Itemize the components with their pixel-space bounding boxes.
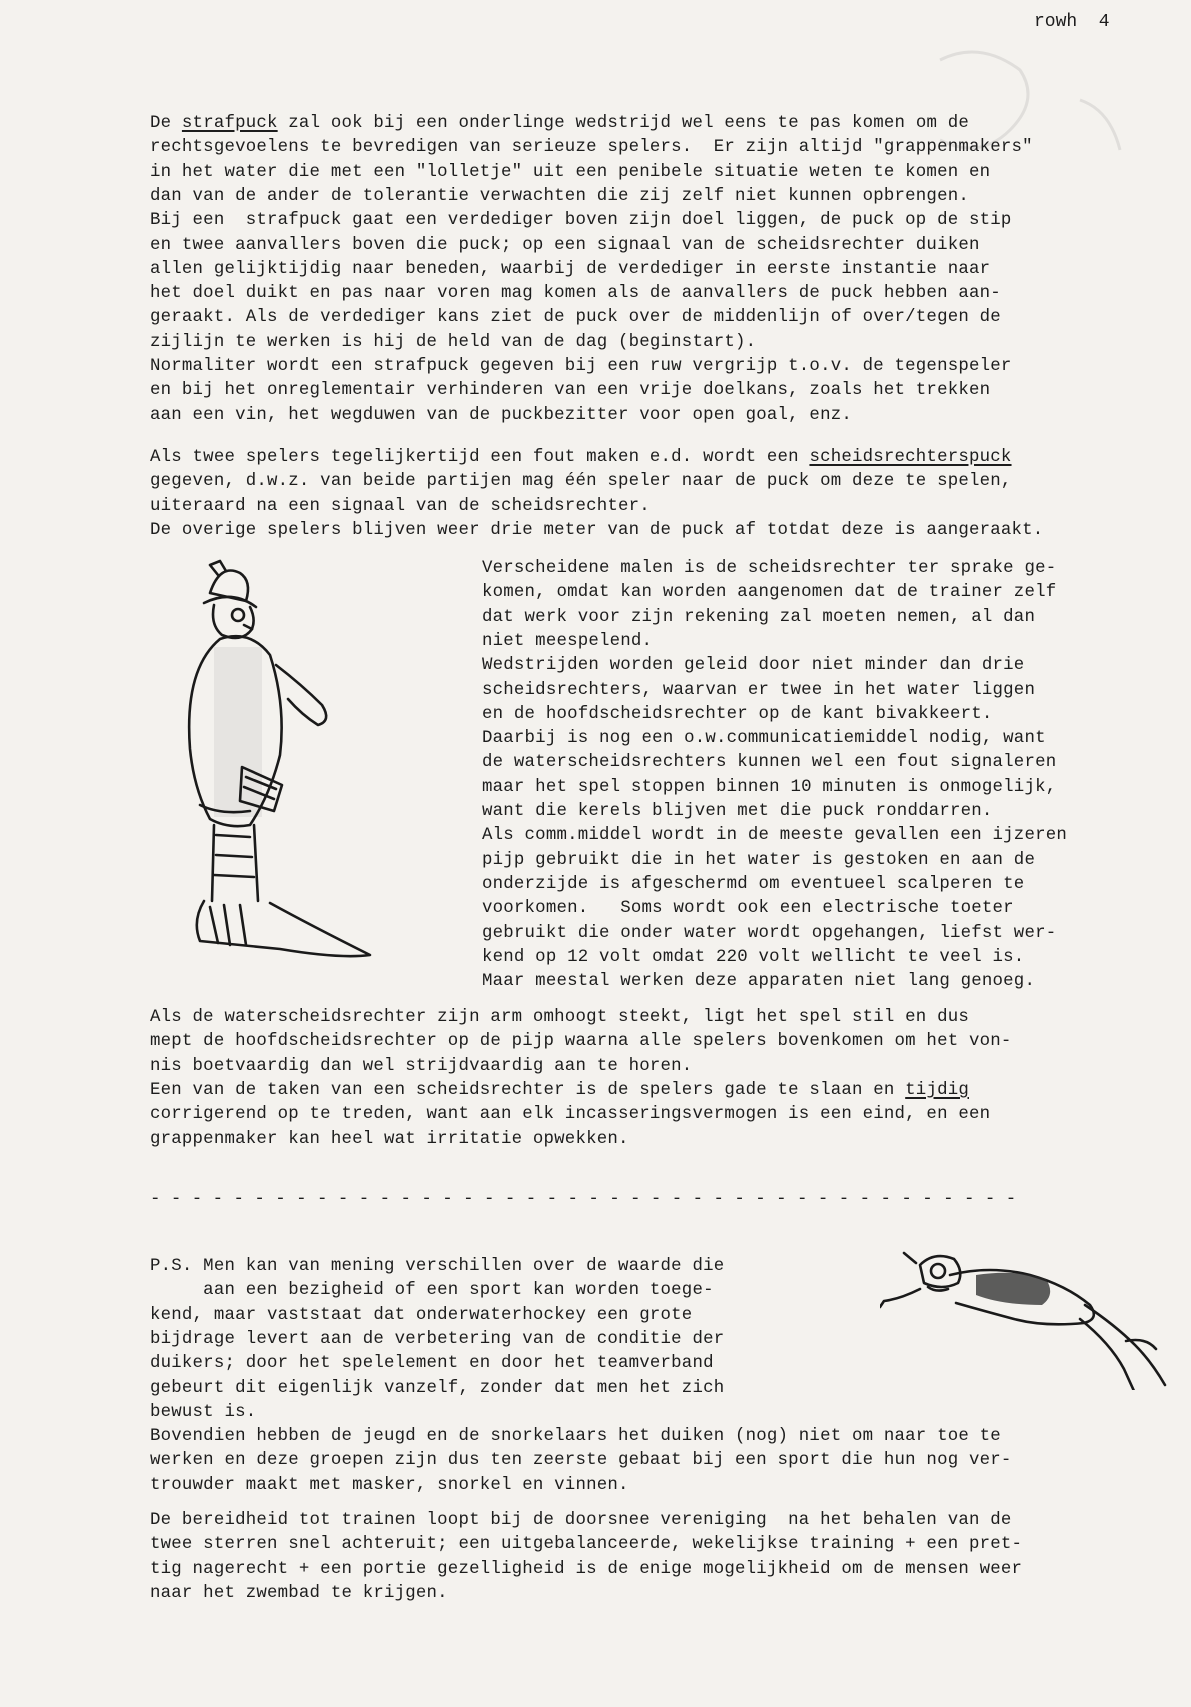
text-line: [150, 1558, 1022, 1582]
text-run: aan een vin, het wegduwen van de puckbezitter voor open goal, enz.: [150, 405, 852, 425]
text-line: [150, 306, 1001, 330]
text-run: maar het spel stoppen binnen 10 minuten is onmogelijk,: [482, 777, 1057, 797]
text-line: [150, 379, 990, 403]
text-line: [482, 849, 1035, 873]
text-run: Als de waterscheidsrechter zijn arm omhoogt steekt, ligt het spel stil en dus: [150, 1008, 969, 1027]
text-line: [150, 258, 990, 282]
text-line: [150, 495, 650, 519]
text-run: rechtsgevoelens te bevredigen van serieuze spelers. Er zijn altijd "grappenmakers": [150, 138, 1033, 158]
text-run: De overige spelers blijven weer drie meter van de puck af totdat deze is aangeraakt.: [150, 520, 1044, 540]
text-run: twee sterren snel achteruit; een uitgebalanceerde, wekelijkse training + een pret-: [150, 1535, 1023, 1555]
text-line: [482, 970, 1035, 994]
text-run: dat werk voor zijn rekening zal moeten nemen, al dan: [482, 607, 1036, 627]
text-run: want die kerels blijven met die puck ronddarren.: [482, 802, 993, 821]
text-run: nis boetvaardig dan wel strijdvaardig aan te horen.: [150, 1056, 693, 1076]
underlined-term: strafpuck: [181, 114, 278, 133]
text-line: [150, 1304, 692, 1328]
text-run: onderzijde is afgeschermd om eventueel scalperen te: [482, 874, 1025, 894]
text-run: niet meespelend.: [482, 631, 653, 651]
text-run: bijdrage levert aan de verbetering van de conditie der: [150, 1329, 725, 1349]
text-run: bewust is.: [150, 1402, 257, 1422]
text-run: grappenmaker kan heel wat irritatie opwekken.: [150, 1129, 629, 1149]
text-line: [150, 519, 1043, 543]
text-line: [482, 776, 1056, 800]
text-run: Als comm.middel wordt in de meeste gevallen een ijzeren: [482, 826, 1067, 846]
underlined-term: tijdig: [905, 1080, 969, 1100]
text-line: [150, 404, 852, 428]
text-run: mept de hoofdscheidsrechter op de pijp waarna alle spelers bovenkomen om het von-: [150, 1032, 1012, 1052]
text-run: komen, omdat kan worden aangenomen dat de trainer zelf: [482, 583, 1057, 603]
text-line: [150, 1255, 724, 1279]
text-run: en de hoofdscheidsrechter op de kant bivakkeert.: [482, 704, 993, 724]
text-line: [150, 1006, 969, 1030]
text-run: dan van de ander de tolerantie verwachten die zij zelf niet kunnen opbrengen.: [150, 186, 969, 206]
text-run: Een van de taken van een scheidsrechter is de spelers gade te slaan en: [150, 1080, 906, 1100]
text-line: [482, 873, 1024, 897]
text-line: [150, 331, 756, 355]
referee-illustration: [180, 555, 380, 985]
text-run: Maar meestal werken deze apparaten niet lang genoeg.: [482, 972, 1036, 992]
text-line: [150, 112, 969, 136]
text-run: Wedstrijden worden geleid door niet minder dan drie: [482, 656, 1025, 676]
text-line: [482, 606, 1035, 630]
text-run: voorkomen. Soms wordt ook een electrische toeter: [482, 899, 1014, 919]
text-line: [482, 897, 1014, 921]
diver-illustration: [880, 1245, 1180, 1390]
text-run: kend op 12 volt omdat 220 volt wellicht te veel is.: [482, 947, 1025, 967]
text-run: tig nagerecht + een portie gezelligheid is de enige mogelijkheid om de mensen weer: [150, 1559, 1023, 1579]
separator-line: - - - - - - - - - - - - - - - - - - - - - - - - - - - - - - - - - - - - - - - - - -: [150, 1190, 1017, 1209]
text-run: Daarbij is nog een o.w.communicatiemiddel nodig, want: [482, 729, 1046, 749]
text-line: [150, 470, 1012, 494]
text-line: [150, 1533, 1022, 1557]
text-line: [482, 922, 1056, 946]
page-header: rowh 4: [1034, 12, 1110, 32]
text-line: [482, 800, 993, 824]
text-run: gebruikt die onder water wordt opgehangen, liefst wer-: [482, 923, 1057, 943]
text-run: gebeurt dit eigenlijk vanzelf, zonder dat men het zich: [150, 1378, 725, 1398]
text-run: geraakt. Als de verdediger kans ziet de puck over de middenlijn of over/tegen de: [150, 308, 1001, 328]
text-run: Bovendien hebben de jeugd en de snorkelaars het duiken (nog) niet om naar toe te: [150, 1427, 1001, 1447]
text-run: en twee aanvallers boven die puck; op een signaal van de scheidsrechter duiken: [150, 235, 980, 255]
text-line: [150, 209, 1012, 233]
text-run: Als twee spelers tegelijkertijd een fout maken e.d. wordt een: [150, 448, 810, 467]
text-line: [150, 1425, 1001, 1449]
text-run: aan een bezigheid of een sport kan worden toege-: [150, 1281, 714, 1301]
text-run: gegeven, d.w.z. van beide partijen mag één speler naar de puck om deze te spelen,: [150, 472, 1012, 492]
text-run: zijlijn te werken is hij de held van de dag (beginstart).: [150, 332, 757, 352]
text-line: [150, 161, 990, 185]
text-line: [482, 751, 1056, 775]
text-line: [482, 679, 1035, 703]
text-run: De: [150, 114, 182, 133]
text-line: [150, 1352, 714, 1376]
text-line: [482, 557, 1056, 581]
underlined-term: scheidsrechterspuck: [809, 448, 1012, 467]
text-run: en bij het onreglementair verhinderen van een vrije doelkans, zoals het trekken: [150, 381, 991, 401]
text-line: [150, 1449, 1012, 1473]
text-line: [150, 1055, 692, 1079]
text-line: [150, 282, 1001, 306]
text-line: [150, 446, 1012, 470]
text-run: pijp gebruikt die in het water is gestoken en aan de: [482, 850, 1036, 870]
text-line: [482, 946, 1024, 970]
text-line: [150, 1474, 629, 1498]
text-run: naar het zwembad te krijgen.: [150, 1583, 448, 1603]
text-run: Normaliter wordt een strafpuck gegeven bij een ruw vergrijp t.o.v. de tegenspeler: [150, 357, 1012, 376]
text-line: [150, 1079, 969, 1103]
text-line: [150, 355, 1012, 379]
text-line: [150, 1582, 448, 1606]
text-run: Verscheidene malen is de scheidsrechter ter sprake ge-: [482, 559, 1057, 578]
text-run: corrigerend op te treden, want aan elk incasseringsvermogen is een eind, en een: [150, 1105, 991, 1125]
text-line: [482, 727, 1046, 751]
text-line: [482, 654, 1024, 678]
text-line: [482, 630, 652, 654]
text-run: De bereidheid tot trainen loopt bij de doorsnee vereniging na het behalen van de: [150, 1511, 1012, 1530]
text-run: allen gelijktijdig naar beneden, waarbij de verdediger in eerste instantie naar: [150, 259, 991, 279]
text-run: scheidsrechters, waarvan er twee in het water liggen: [482, 680, 1036, 700]
text-run: trouwder maakt met masker, snorkel en vinnen.: [150, 1475, 629, 1495]
text-line: [150, 136, 1033, 160]
text-line: [150, 185, 969, 209]
text-line: [482, 581, 1056, 605]
text-run: P.S. Men kan van mening verschillen over de waarde die: [150, 1257, 725, 1276]
text-line: [150, 1401, 256, 1425]
text-line: [150, 1030, 1012, 1054]
text-run: Bij een strafpuck gaat een verdediger boven zijn doel liggen, de puck op de stip: [150, 211, 1012, 231]
text-run: de waterscheidsrechters kunnen wel een fout signaleren: [482, 753, 1057, 773]
text-line: [150, 1509, 1012, 1533]
text-run: duikers; door het spelelement en door het teamverband: [150, 1354, 714, 1374]
text-line: [482, 824, 1067, 848]
text-line: [150, 1279, 714, 1303]
text-line: [150, 234, 980, 258]
text-run: werken en deze groepen zijn dus ten zeerste gebaat bij een sport die hun nog ver-: [150, 1451, 1012, 1471]
text-run: uiteraard na een signaal van de scheidsrechter.: [150, 496, 650, 516]
text-line: [150, 1328, 724, 1352]
text-run: in het water die met een "lolletje" uit een penibele situatie weten te komen en: [150, 162, 991, 182]
text-line: [150, 1103, 990, 1127]
text-run: zal ook bij een onderlinge wedstrijd wel eens te pas komen om de: [277, 114, 970, 133]
text-line: [482, 703, 993, 727]
text-run: het doel duikt en pas naar voren mag komen als de aanvallers de puck hebben aan-: [150, 284, 1001, 304]
text-line: [150, 1128, 629, 1152]
text-line: [150, 1377, 724, 1401]
text-run: kend, maar vaststaat dat onderwaterhockey een grote: [150, 1305, 693, 1325]
